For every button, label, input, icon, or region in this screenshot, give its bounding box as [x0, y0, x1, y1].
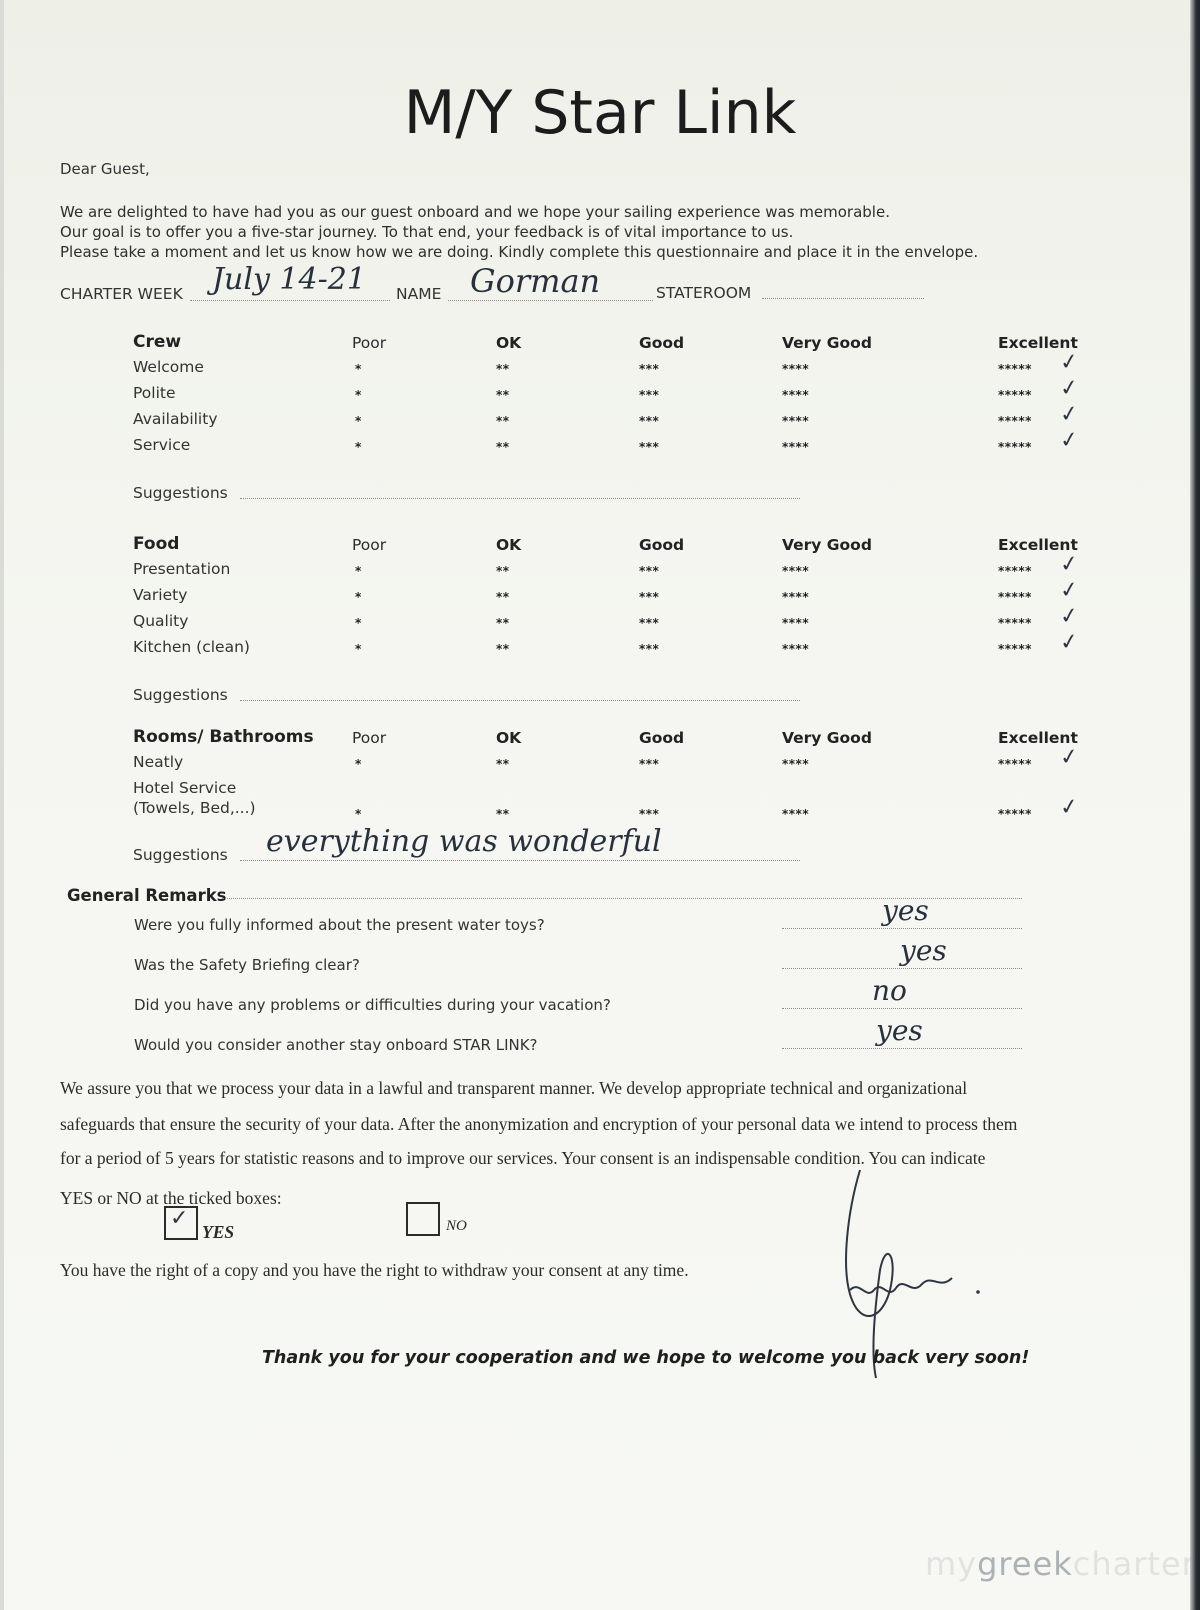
- rating-header-good: Good: [639, 536, 685, 554]
- rating-header-excellent: Excellent: [998, 729, 1078, 747]
- name-label: NAME: [396, 285, 442, 303]
- guest-signature: [840, 1150, 1000, 1380]
- rating-item-label: Availability: [133, 410, 218, 428]
- watermark-brand: greek: [977, 1545, 1073, 1583]
- selected-check-mark: ✓: [1058, 628, 1081, 657]
- rating-option-5-star[interactable]: *****: [998, 564, 1032, 578]
- consent-yes-check-mark: ✓: [170, 1206, 189, 1231]
- stateroom-line: [762, 298, 924, 299]
- rating-option-1-star[interactable]: *: [355, 414, 362, 428]
- remark-question: Were you fully informed about the present water toys?: [134, 916, 545, 934]
- rating-option-4-star[interactable]: ****: [782, 616, 810, 630]
- rating-option-2-star[interactable]: **: [496, 616, 510, 630]
- rating-header-poor: Poor: [352, 536, 387, 554]
- suggestions-line: [240, 860, 800, 861]
- suggestions-label: Suggestions: [133, 846, 228, 864]
- consent-no-checkbox[interactable]: [406, 1202, 440, 1236]
- rating-option-4-star[interactable]: ****: [782, 414, 810, 428]
- rating-option-3-star[interactable]: ***: [639, 440, 660, 454]
- rating-header-good: Good: [639, 729, 685, 747]
- rating-item-label: Hotel Service: [133, 779, 237, 797]
- rating-option-3-star[interactable]: ***: [639, 362, 660, 376]
- rating-option-1-star[interactable]: *: [355, 440, 362, 454]
- rating-header-poor: Poor: [352, 729, 387, 747]
- greeting: Dear Guest,: [60, 160, 150, 178]
- rating-header-ok: OK: [496, 334, 522, 352]
- remark-answer[interactable]: no: [872, 974, 907, 1007]
- charter-week-line: [190, 300, 390, 301]
- rating-option-3-star[interactable]: ***: [639, 414, 660, 428]
- rating-header-very-good: Very Good: [782, 729, 872, 747]
- consent-yes-label: YES: [202, 1222, 235, 1242]
- rating-option-3-star[interactable]: ***: [639, 807, 660, 821]
- rating-item-label: Presentation: [133, 560, 231, 578]
- rating-option-5-star[interactable]: *****: [998, 807, 1032, 821]
- rating-item-sublabel: (Towels, Bed,...): [133, 799, 256, 817]
- suggestions-line: [240, 700, 800, 701]
- rating-option-5-star[interactable]: *****: [998, 590, 1032, 604]
- rating-option-4-star[interactable]: ****: [782, 757, 810, 771]
- remark-question: Would you consider another stay onboard STAR LINK?: [134, 1036, 538, 1054]
- selected-check-mark: ✓: [1058, 743, 1081, 772]
- rating-item-label: Kitchen (clean): [133, 638, 250, 656]
- selected-check-mark: ✓: [1058, 426, 1081, 455]
- remark-question: Did you have any problems or difficulties during your vacation?: [134, 996, 611, 1014]
- rating-option-3-star[interactable]: ***: [639, 564, 660, 578]
- suggestions-value[interactable]: everything was wonderful: [266, 824, 662, 859]
- section-title: Rooms/ Bathrooms: [133, 727, 314, 747]
- intro-line-1: We are delighted to have had you as our guest onboard and we hope your sailing experience was memorable.: [60, 203, 890, 221]
- rating-option-1-star[interactable]: *: [355, 590, 362, 604]
- rating-item-label: Welcome: [133, 358, 204, 376]
- rating-option-1-star[interactable]: *: [355, 388, 362, 402]
- rating-item-label: Quality: [133, 612, 189, 630]
- selected-check-mark: ✓: [1058, 602, 1081, 631]
- rating-option-1-star[interactable]: *: [355, 564, 362, 578]
- rating-option-4-star[interactable]: ****: [782, 362, 810, 376]
- rating-header-very-good: Very Good: [782, 536, 872, 554]
- general-remarks-title: General Remarks: [67, 886, 227, 905]
- consent-line-2: safeguards that ensure the security of your data. After the anonymization and encryption of your personal data we intend to process them: [60, 1114, 1018, 1134]
- rating-option-2-star[interactable]: **: [496, 564, 510, 578]
- suggestions-label: Suggestions: [133, 484, 228, 502]
- rating-option-5-star[interactable]: *****: [998, 388, 1032, 402]
- rating-option-5-star[interactable]: *****: [998, 414, 1032, 428]
- rating-option-2-star[interactable]: **: [496, 414, 510, 428]
- rating-header-ok: OK: [496, 536, 522, 554]
- remark-answer-line: [782, 1048, 1022, 1049]
- rating-option-5-star[interactable]: *****: [998, 440, 1032, 454]
- rating-option-3-star[interactable]: ***: [639, 388, 660, 402]
- rating-option-2-star[interactable]: **: [496, 590, 510, 604]
- remark-answer-line: [782, 968, 1022, 969]
- remark-question: Was the Safety Briefing clear?: [134, 956, 360, 974]
- consent-line-3: for a period of 5 years for statistic reasons and to improve our services. Your consent is an indispensable condition. You can indicate: [60, 1148, 986, 1168]
- selected-check-mark: ✓: [1058, 348, 1081, 377]
- charter-week-label: CHARTER WEEK: [60, 285, 183, 303]
- selected-check-mark: ✓: [1058, 400, 1081, 429]
- name-value[interactable]: Gorman: [470, 262, 601, 300]
- remark-answer[interactable]: yes: [876, 1014, 923, 1047]
- rating-item-label: Neatly: [133, 753, 184, 771]
- rating-option-2-star[interactable]: **: [496, 362, 510, 376]
- watermark-post: charter: [1072, 1545, 1196, 1583]
- consent-rights-text: You have the right of a copy and you have the right to withdraw your consent at any time.: [60, 1260, 689, 1280]
- rating-option-1-star[interactable]: *: [355, 807, 362, 821]
- section-title: Crew: [133, 332, 182, 352]
- intro-line-3: Please take a moment and let us know how we are doing. Kindly complete this questionnaire and place it in the envelope.: [60, 243, 979, 261]
- rating-option-4-star[interactable]: ****: [782, 807, 810, 821]
- rating-option-1-star[interactable]: *: [355, 642, 362, 656]
- rating-header-poor: Poor: [352, 334, 387, 352]
- remark-answer[interactable]: yes: [900, 934, 947, 967]
- rating-option-4-star[interactable]: ****: [782, 388, 810, 402]
- rating-item-label: Polite: [133, 384, 176, 402]
- rating-option-1-star[interactable]: *: [355, 757, 362, 771]
- rating-item-label: Service: [133, 436, 191, 454]
- form-title: M/Y Star Link: [403, 78, 797, 148]
- name-line: [448, 300, 653, 301]
- consent-yes-checkbox[interactable]: [164, 1206, 198, 1240]
- rating-option-2-star[interactable]: **: [496, 757, 510, 771]
- rating-option-4-star[interactable]: ****: [782, 564, 810, 578]
- rating-option-4-star[interactable]: ****: [782, 440, 810, 454]
- selected-check-mark: ✓: [1058, 374, 1081, 403]
- rating-option-5-star[interactable]: *****: [998, 642, 1032, 656]
- rating-option-1-star[interactable]: *: [355, 616, 362, 630]
- selected-check-mark: ✓: [1058, 793, 1081, 822]
- charter-week-value[interactable]: July 14-21: [212, 262, 366, 297]
- rating-option-3-star[interactable]: ***: [639, 616, 660, 630]
- intro-line-2: Our goal is to offer you a five-star journey. To that end, your feedback is of vital importance to us.: [60, 223, 794, 241]
- rating-header-good: Good: [639, 334, 685, 352]
- rating-header-excellent: Excellent: [998, 536, 1078, 554]
- rating-option-1-star[interactable]: *: [355, 362, 362, 376]
- page-edge-shadow: [1190, 0, 1200, 1610]
- remark-answer[interactable]: yes: [882, 894, 929, 927]
- suggestions-label: Suggestions: [133, 686, 228, 704]
- rating-option-2-star[interactable]: **: [496, 642, 510, 656]
- section-title: Food: [133, 534, 180, 554]
- rating-item-label: Variety: [133, 586, 188, 604]
- rating-header-very-good: Very Good: [782, 334, 872, 352]
- consent-line-1: We assure you that we process your data in a lawful and transparent manner. We develop appropriate technical and organizational: [60, 1078, 968, 1098]
- stateroom-label: STATEROOM: [656, 284, 752, 302]
- rating-header-excellent: Excellent: [998, 334, 1078, 352]
- rating-option-3-star[interactable]: ***: [639, 590, 660, 604]
- rating-header-ok: OK: [496, 729, 522, 747]
- watermark: [925, 1545, 1196, 1583]
- rating-option-4-star[interactable]: ****: [782, 642, 810, 656]
- consent-line-4: YES or NO at the ticked boxes:: [60, 1188, 282, 1208]
- rating-option-5-star[interactable]: *****: [998, 757, 1032, 771]
- closing-message: Thank you for your cooperation and we hope to welcome you back very soon!: [262, 1348, 1030, 1368]
- suggestions-line: [240, 498, 800, 499]
- selected-check-mark: ✓: [1058, 576, 1081, 605]
- rating-option-2-star[interactable]: **: [496, 440, 510, 454]
- selected-check-mark: ✓: [1058, 550, 1081, 579]
- consent-no-label: NO: [446, 1218, 467, 1234]
- rating-option-4-star[interactable]: ****: [782, 590, 810, 604]
- rating-option-3-star[interactable]: ***: [639, 757, 660, 771]
- rating-option-5-star[interactable]: *****: [998, 616, 1032, 630]
- rating-option-2-star[interactable]: **: [496, 807, 510, 821]
- remark-answer-line: [782, 928, 1022, 929]
- watermark-pre: my: [925, 1545, 978, 1583]
- rating-option-3-star[interactable]: ***: [639, 642, 660, 656]
- rating-option-2-star[interactable]: **: [496, 388, 510, 402]
- remark-answer-line: [782, 1008, 1022, 1009]
- rating-option-5-star[interactable]: *****: [998, 362, 1032, 376]
